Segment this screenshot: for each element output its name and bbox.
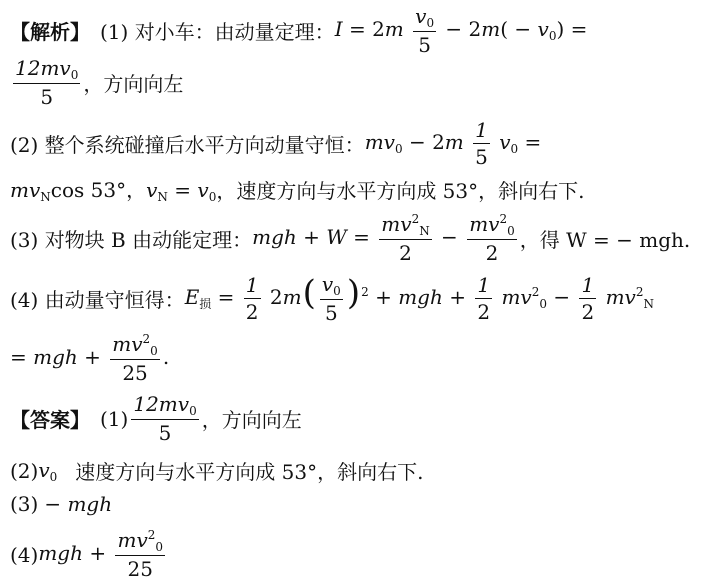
fraction-12mv0-over-5: $\frac{12mv_0}{5}$ — [15, 56, 79, 109]
formula-momentum: $mv_0 - 2m$ $\frac{1}{5}$ $v_0$ = — [364, 118, 542, 169]
answer-3-label: (3) — [10, 492, 39, 516]
analysis-line-2 — [10, 56, 183, 109]
answer-1-fraction: $\frac{12mv_0}{5}$ — [133, 392, 197, 445]
analysis-line-5 — [10, 212, 690, 265]
part-2-label: (2) 整个系统碰撞后水平方向动量守恒： — [10, 133, 365, 157]
part-3-result: ，得 W = − mgh. — [519, 228, 691, 252]
analysis-heading: 【解析】 — [10, 20, 90, 44]
part-1-label: (1) 对小车：由动量定理： — [100, 20, 335, 44]
formula-loss-result: = mgh + $\frac{mv^2_0}{25}$ . — [10, 332, 170, 385]
part-2-conclusion: ，速度方向与水平方向成 53°，斜向右下. — [216, 178, 585, 203]
part-1-direction: ，方向向左 — [83, 72, 184, 96]
formula-loss: $E_损$ = $\frac{1}{2}$ 2m( $\frac{v_0}{5}$ )$^2$ + mgh + $\frac{1}{2}$ $mv^2_0$ − $\frac{1}{2}$ $mv^2_N$ — [184, 272, 654, 325]
answer-line-4 — [10, 528, 168, 581]
answer-line-1 — [10, 392, 302, 445]
answer-heading: 【答案】 — [10, 408, 90, 432]
analysis-line-3 — [10, 118, 541, 169]
part-4-label: (4) 由动量守恒得： — [10, 288, 185, 312]
analysis-line-4 — [10, 174, 585, 204]
formula-impulse: I = 2m $\frac{v_0}{5}$ − $2m( - v_0)$ = — [334, 4, 588, 57]
analysis-line-6 — [10, 272, 654, 325]
answer-1-label: (1) — [100, 406, 129, 431]
answer-2-label: (2) — [10, 458, 39, 483]
part-3-label: (3) 对物块 B 由动能定理： — [10, 228, 253, 252]
answer-line-2 — [10, 456, 423, 485]
analysis-line-7 — [10, 332, 169, 385]
formula-energy: mgh + W = $\frac{mv^2_N}{2}$ − $\frac{mv^2_0}{2}$ — [252, 212, 515, 265]
formula-velocity: $mv_N\cos$ 53°，$v_N = v_0$ — [10, 178, 217, 204]
answer-4-value: mgh + $\frac{mv^2_0}{25}$ — [38, 528, 164, 581]
answer-4-label: (4) — [10, 542, 39, 567]
answer-2-value: $v_0$ — [38, 457, 58, 484]
answer-line-3 — [10, 492, 112, 516]
answer-2-text: 速度方向与水平方向成 53°，斜向右下. — [75, 460, 424, 484]
answer-3-value: − mgh — [44, 492, 113, 516]
analysis-line-1 — [10, 4, 587, 57]
answer-1-direction: ，方向向左 — [201, 408, 302, 432]
